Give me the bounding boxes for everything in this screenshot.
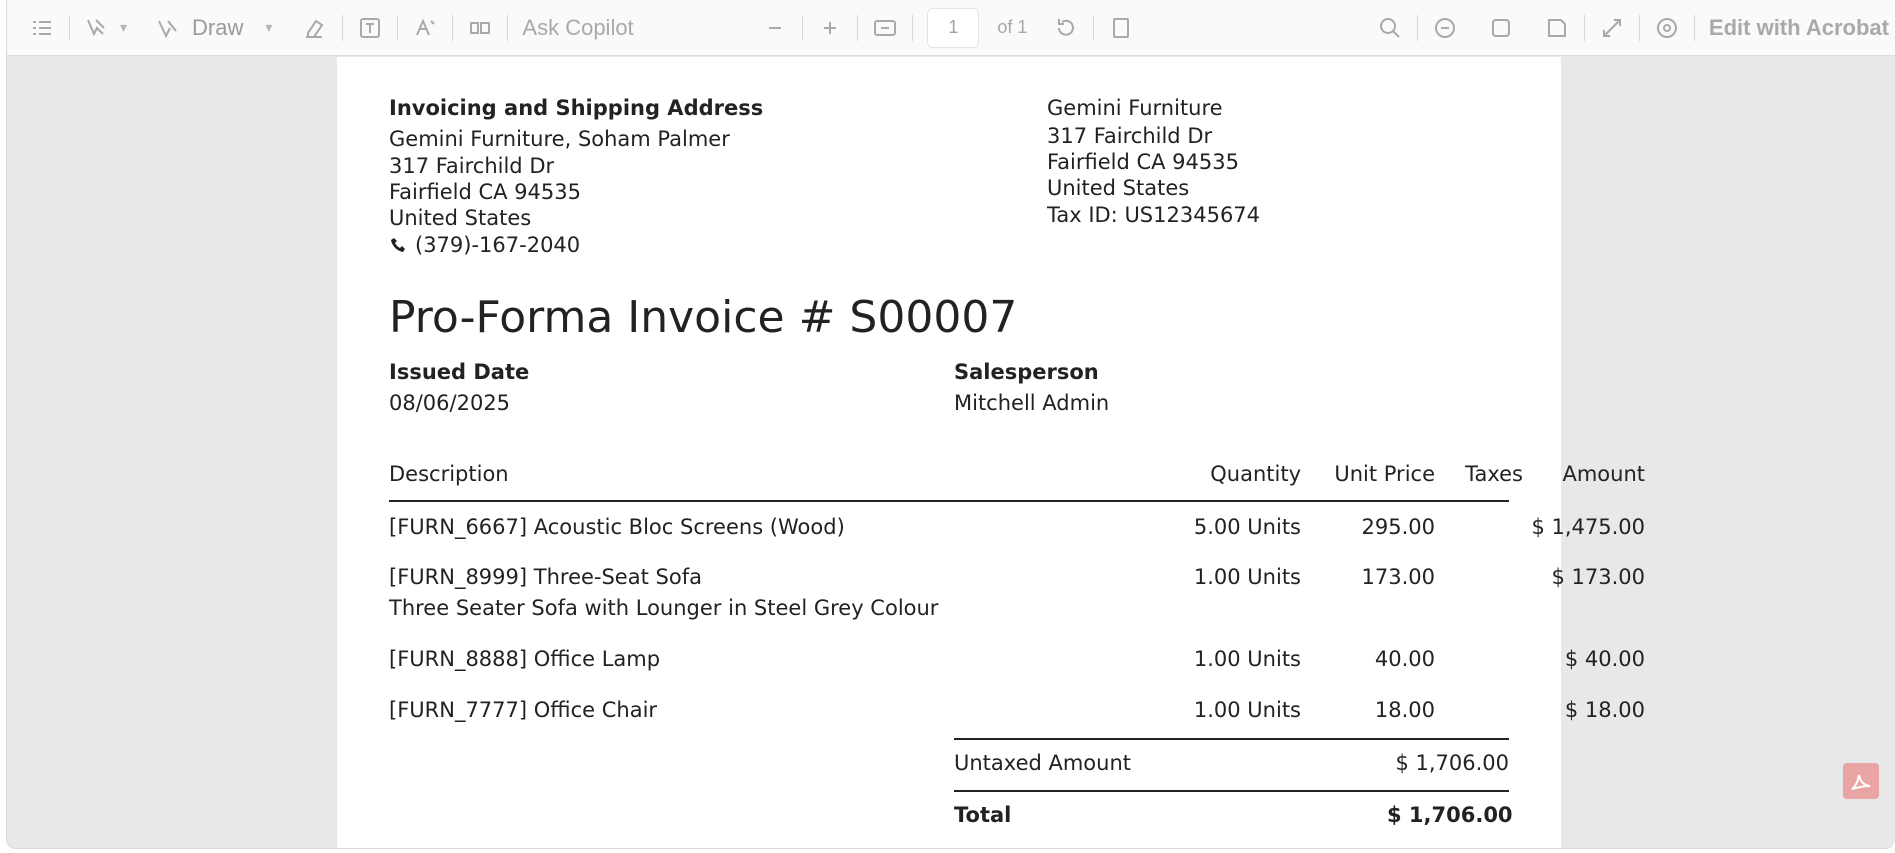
edit-with-acrobat-label: Edit with Acrobat [1708,14,1889,40]
row-unit-price: 295.00 [1361,515,1435,539]
col-unit-price-header: Unit Price [1334,462,1435,486]
customer-phone: (379)-167-2040 [415,233,581,257]
page-number-input[interactable] [927,8,979,48]
toolbar-divider [802,15,803,41]
ask-copilot-label: Ask Copilot [522,14,634,40]
save-as-icon [1544,15,1570,41]
draw-button[interactable] [156,15,272,41]
toolbar-divider [69,15,70,41]
read-aloud-icon [412,15,438,41]
pdf-viewer-window [6,0,1895,849]
toolbar-divider [1639,15,1640,41]
save-icon [1488,15,1514,41]
row-note: Three Seater Sofa with Lounger in Steel Grey Colour [389,596,939,620]
company-name: Gemini Furniture [1047,96,1223,120]
fullscreen-button[interactable] [1599,15,1625,41]
customer-name: Gemini Furniture, Soham Palmer [389,127,730,151]
customer-city: Fairfield CA 94535 [389,180,581,204]
page-view-icon [1108,15,1134,41]
pdf-page [337,57,1645,849]
invoice-title: Pro-Forma Invoice # S00007 [389,292,1018,343]
col-amount-header: Amount [1562,462,1645,486]
row-description: [FURN_7777] Office Chair [389,698,658,722]
toolbar-divider [452,15,453,41]
expand-icon [1599,15,1625,41]
issued-date-label: Issued Date [389,360,530,384]
ask-copilot-input[interactable] [522,15,748,41]
save-as-button[interactable] [1544,15,1570,41]
contents-button[interactable] [29,15,55,41]
row-quantity: 1.00 Units [1193,565,1301,589]
rotate-icon [1053,15,1079,41]
row-amount: $ 1,475.00 [1531,515,1645,539]
col-taxes-header: Taxes [1465,462,1523,486]
read-aloud-button[interactable] [412,15,438,41]
row-quantity: 5.00 Units [1193,515,1301,539]
fit-page-icon [872,15,898,41]
settings-button[interactable] [1654,15,1680,41]
pdf-toolbar [7,0,1895,56]
draw-label: Draw [192,14,244,40]
total-label: Total [954,803,1012,827]
acrobat-icon [1848,768,1874,794]
chevron-down-icon[interactable]: ▾ [120,19,128,35]
untaxed-amount-value: $ 1,706.00 [1395,751,1509,775]
company-street: 317 Fairchild Dr [1047,124,1213,148]
plus-icon [817,15,843,41]
toolbar-divider [1417,15,1418,41]
toolbar-divider [397,15,398,41]
rotate-button[interactable] [1053,15,1079,41]
subtotal-divider [954,738,1509,740]
toolbar-divider [507,15,508,41]
minus-icon [762,15,788,41]
toolbar-divider [1694,15,1695,41]
print-icon [1432,15,1458,41]
row-unit-price: 40.00 [1374,647,1435,671]
toolbar-divider [342,15,343,41]
row-unit-price: 173.00 [1361,565,1435,589]
search-icon [1377,15,1403,41]
eraser-icon [302,15,328,41]
col-quantity-header: Quantity [1210,462,1301,486]
col-description-header: Description [389,462,509,486]
company-country: United States [1047,176,1190,200]
total-value: $ 1,706.00 [1387,803,1513,827]
row-description: [FURN_6667] Acoustic Bloc Screens (Wood) [389,515,845,539]
total-divider [954,790,1509,792]
customer-street: 317 Fairchild Dr [389,154,555,178]
row-description: [FURN_8888] Office Lamp [389,647,661,671]
chevron-down-icon[interactable]: ▾ [265,19,273,35]
immersive-reader-icon [467,15,493,41]
row-amount: $ 40.00 [1564,647,1645,671]
row-description: [FURN_8999] Three-Seat Sofa [389,565,702,589]
gear-icon [1654,15,1680,41]
row-amount: $ 173.00 [1551,565,1645,589]
acrobat-button[interactable] [1843,763,1879,799]
toolbar-divider [912,15,913,41]
row-amount: $ 18.00 [1564,698,1645,722]
issued-date-value: 08/06/2025 [389,391,511,415]
highlight-button[interactable] [84,15,127,41]
textbox-icon [357,15,383,41]
customer-phone-line [389,232,580,258]
fit-to-page-button[interactable] [872,15,898,41]
save-button[interactable] [1488,15,1514,41]
company-tax-id: Tax ID: US12345674 [1047,203,1261,227]
toolbar-divider [1093,15,1094,41]
row-unit-price: 18.00 [1374,698,1435,722]
edit-with-acrobat-button[interactable] [1709,15,1889,41]
page-count: of 1 [997,17,1028,37]
table-header-divider [389,500,1509,502]
untaxed-amount-label: Untaxed Amount [954,751,1132,775]
customer-country: United States [389,206,532,230]
erase-button[interactable] [302,15,328,41]
page-view-button[interactable] [1108,15,1134,41]
salesperson-label: Salesperson [954,360,1099,384]
zoom-in-button[interactable] [817,15,843,41]
toolbar-divider [857,15,858,41]
text-box-button[interactable] [357,15,383,41]
row-quantity: 1.00 Units [1193,698,1301,722]
list-icon [29,15,55,41]
phone-icon [389,235,409,255]
search-button[interactable] [1377,15,1403,41]
draw-icon [156,15,182,41]
salesperson-value: Mitchell Admin [954,391,1110,415]
immersive-reader-button[interactable] [467,15,493,41]
zoom-out-button[interactable] [762,15,788,41]
address-heading: Invoicing and Shipping Address [389,96,764,120]
print-button[interactable] [1432,15,1458,41]
row-quantity: 1.00 Units [1193,647,1301,671]
company-city: Fairfield CA 94535 [1047,150,1239,174]
highlighter-icon [84,15,110,41]
toolbar-divider [1584,15,1585,41]
